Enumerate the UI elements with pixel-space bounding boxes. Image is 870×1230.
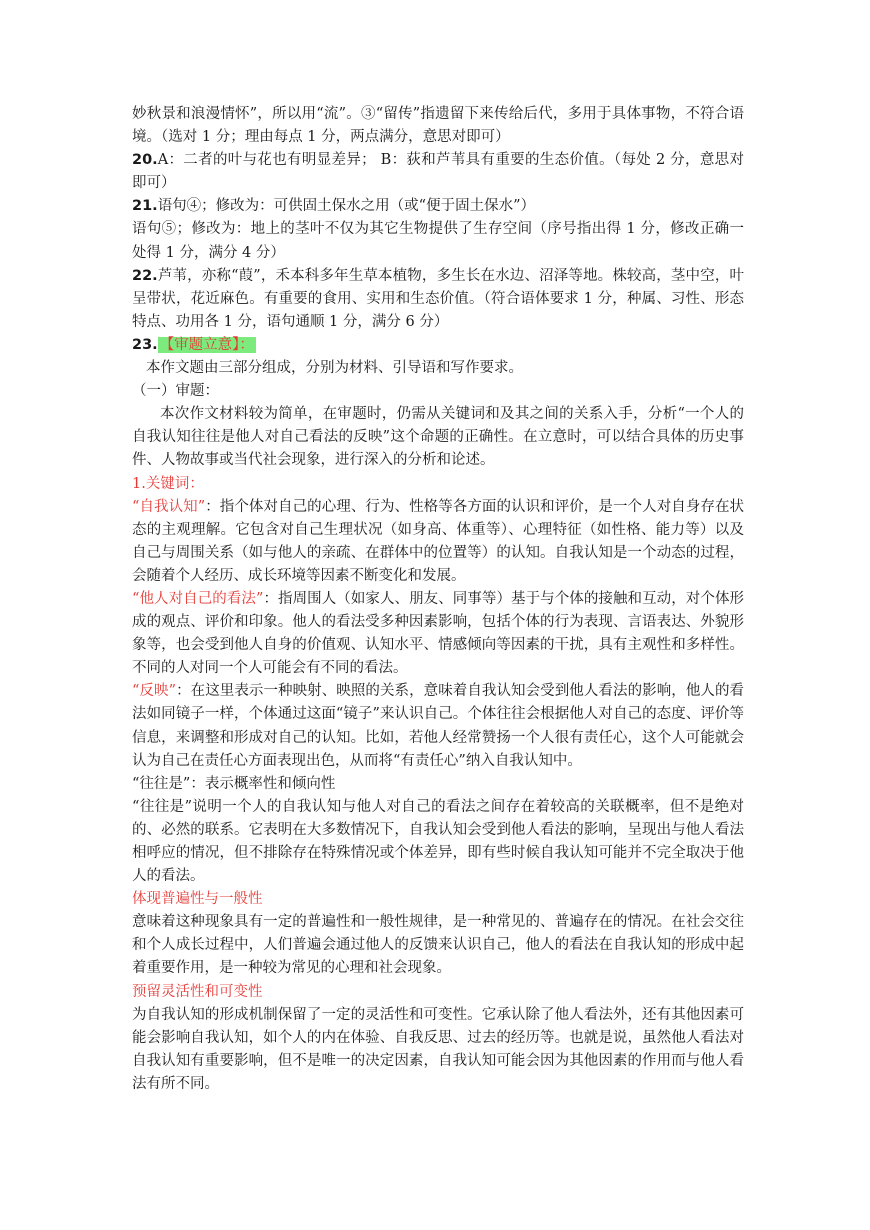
answer-key-body [132, 103, 744, 1096]
question-number-22: 22. [132, 267, 158, 284]
answer-22 [132, 265, 744, 334]
answer-21-text-1: 语句④；修改为：可供固土保水之用（或“便于固土保水”） [157, 198, 536, 215]
answer-21-line1 [132, 195, 744, 218]
keyword-self-cognition [132, 496, 744, 588]
flexibility-paragraph: 为自我认知的形成机制保留了一定的灵活性和可变性。它承认除了他人看法外，还有其他因素可能会影响自我认知，如个人的内在体验、自我反思、过去的经历等。也就是说，虽然他人看法对自我认知有重要影响，但不是唯一的决定因素，自我认知可能会因为其他因素的作用而与他人看法有所不同。 [132, 1006, 744, 1092]
keyword-reflection [132, 680, 744, 772]
question-number-20: 20. [132, 152, 158, 169]
answer-21-line2: 语句⑤；修改为：地上的茎叶不仅为其它生物提供了生存空间（序号指出得 1 分，修改正确一处得 1 分，满分 4 分） [132, 221, 744, 261]
subheading-universality: 体现普遍性与一般性 [132, 891, 263, 908]
highlighted-tag: 【审题立意】： [159, 336, 254, 353]
answer-20-text: A：二者的叶与花也有明显差异； B：荻和芦苇具有重要的生态价值。（每处 2 分，意思对即可） [132, 152, 744, 192]
keyword-definition: ：在这里表示一种映射、映照的关系，意味着自我认知会受到他人看法的影响，他人的看法如同镜子一样，个体通过这面“镜子”来认识自己。个体往往会根据他人对自己的态度、评价等信息，来调整和形成对自己的认知。比如，若他人经常赞扬一个人很有责任心，这个人可能就会认为自己在责任心方面表现出色，从而将“有责任心”纳入自我认知中。 [132, 683, 745, 769]
keyword-term: “自我认知” [132, 498, 206, 515]
subheading-flexibility: 预留灵活性和可变性 [132, 983, 263, 1000]
keyword-often: “往往是”：表示概率性和倾向性 [132, 775, 336, 792]
keyword-often-explanation: “往往是”说明一个人的自我认知与他人对自己的看法之间存在着较高的关联概率，但不是绝对的、必然的联系。它表明在大多数情况下，自我认知会受到他人看法的影响，呈现出与他人看法相呼应的情况，但不排除存在特殊情况或个体差异，即有些时候自我认知可能并不完全取决于他人的看法。 [132, 798, 744, 885]
keywords-heading: 1.关键词： [132, 475, 204, 492]
keyword-term: “反映” [132, 683, 177, 700]
keyword-definition: ：指周围人（如家人、朋友、同事等）基于与个体的接触和互动，对个体形成的观点、评价和印象。他人的看法受多种因素影响，包括个体的行为表现、言语表达、外貌形象等，也会受到他人自身的价值观、认知水平、情感倾向等因素的干扰，具有主观性和多样性。不同的人对同一个人可能会有不同的看法。 [132, 590, 745, 677]
universality-paragraph: 意味着这种现象具有一定的普遍性和一般性规律，是一种常见的、普遍存在的情况。在社会交往和个人成长过程中，人们普遍会通过他人的反馈来认识自己，他人的看法在自我认知的形成中起着重要作用，是一种较为常见的心理和社会现象。 [132, 914, 744, 977]
question-number-21: 21. [132, 198, 158, 215]
keyword-definition: ：指个体对自己的心理、行为、性格等各方面的认识和评价，是一个人对自身存在状态的主观理解。它包含对自己生理状况（如身高、体重等）、心理特征（如性格、能力等）以及自己与周围关系（如与他人的亲疏、在群体中的位置等）的认知。自我认知是一个动态的过程，会随着个人经历、成长环境等因素不断变化和发展。 [132, 498, 745, 584]
keyword-others-view [132, 588, 744, 680]
answer-20 [132, 149, 744, 195]
paragraph-continuation: 妙秋景和浪漫情怀”，所以用“流”。③“留传”指遗留下来传给后代，多用于具体事物，不符合语境。（选对 1 分；理由每点 1 分，两点满分，意思对即可） [132, 106, 744, 146]
keyword-term: “他人对自己的看法” [132, 590, 264, 607]
analysis-paragraph: 本次作文材料较为简单，在审题时，仍需从关键词和及其之间的关系入手，分析“一个人的自我认知往往是他人对自己看法的反映”这个命题的正确性。在立意时，可以结合具体的历史事件、人物故事或当代社会现象，进行深入的分析和论述。 [132, 406, 744, 469]
intro-sentence: 本作文题由三部分组成，分别为材料、引导语和写作要求。 [146, 360, 523, 377]
question-number-23: 23. [132, 336, 158, 353]
answer-23-heading [132, 334, 744, 357]
answer-22-text: 芦苇，亦称“葭”，禾本科多年生草本植物，多生长在水边、沼泽等地。株较高，茎中空，叶呈带状，花近麻色。有重要的食用、实用和生态价值。（符合语体要求 1 分，种属、习性、形态特点、功用各 1 分，语句通顺 1 分，满分 6 分） [132, 267, 744, 330]
section-heading-shenti: （一）审题： [132, 383, 219, 400]
